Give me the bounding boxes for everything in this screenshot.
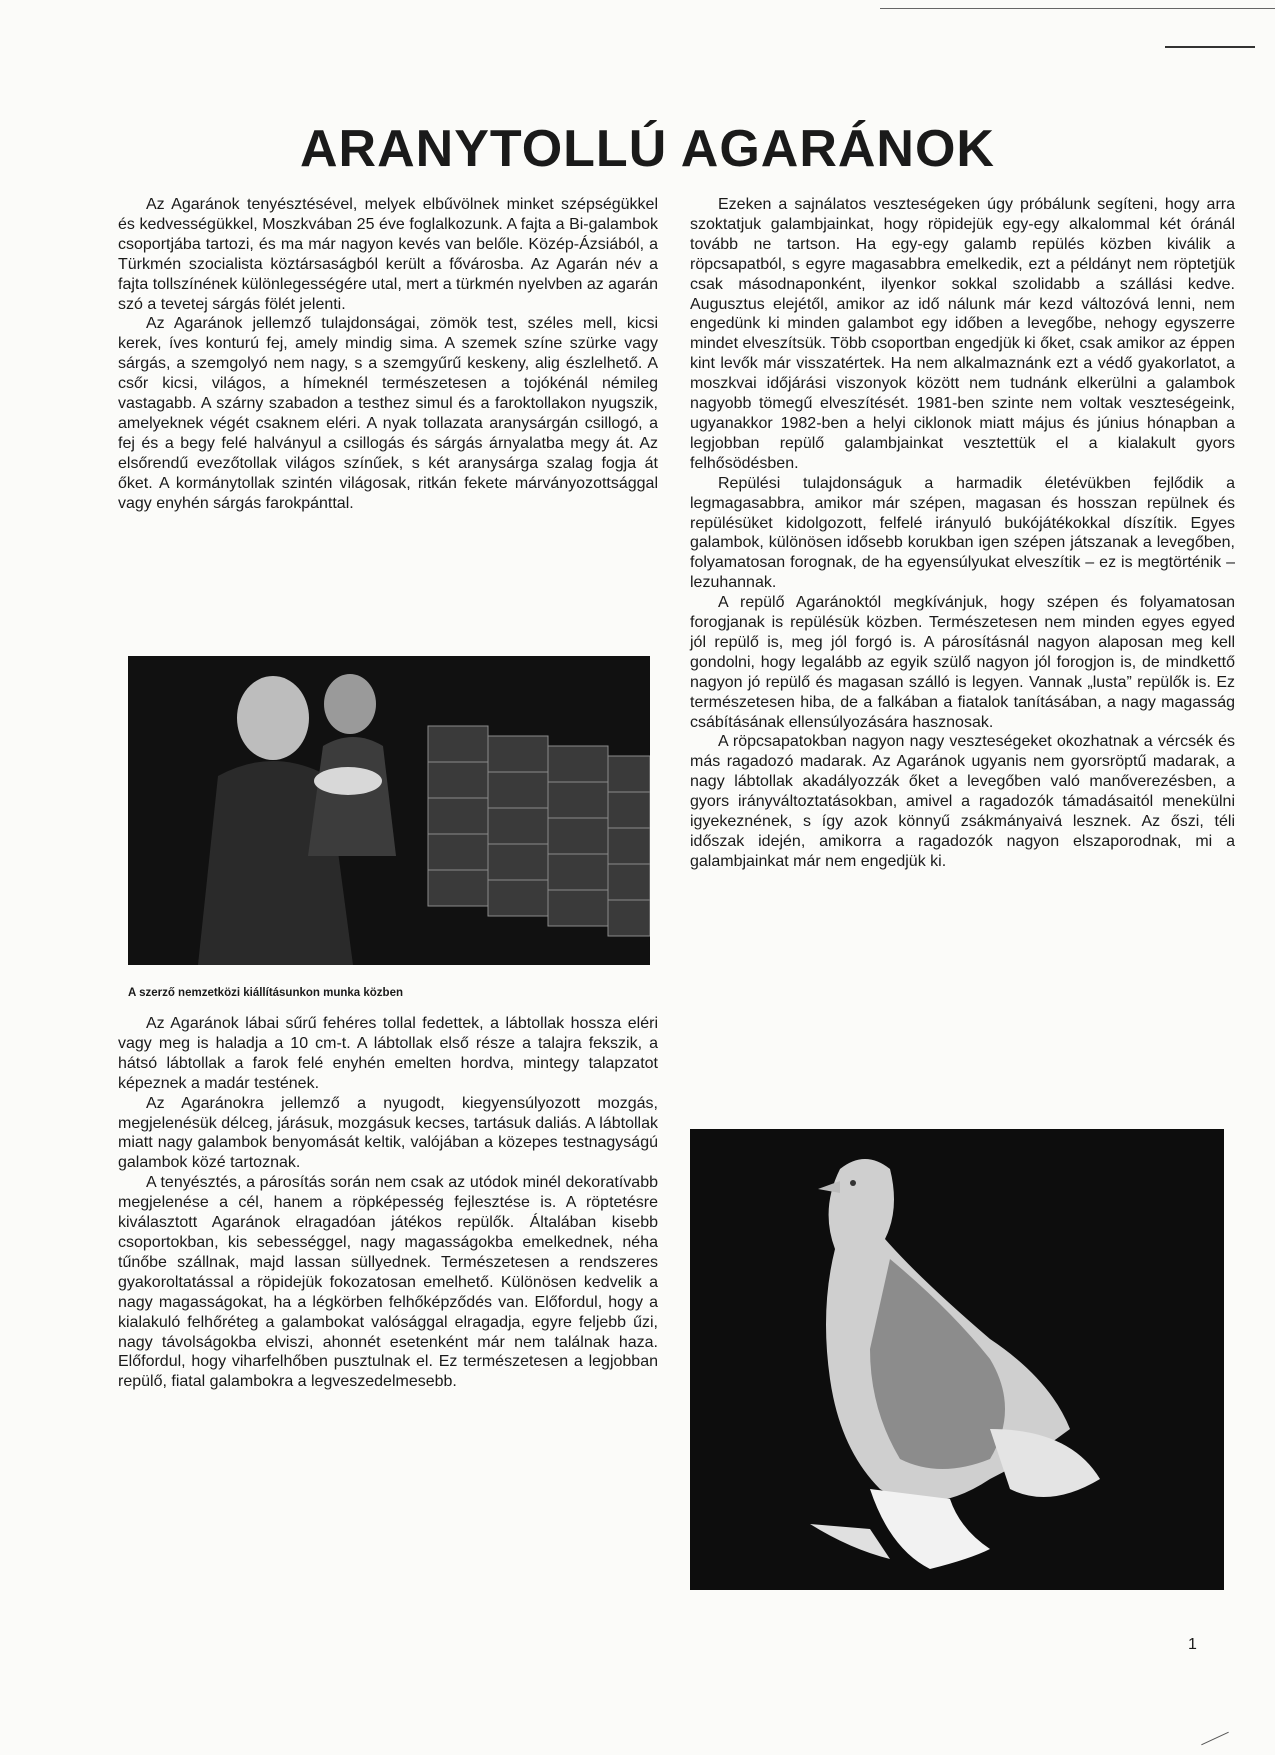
article-title: ARANYTOLLÚ AGARÁNOK: [300, 120, 995, 178]
left-column-bottom: [118, 1014, 658, 1392]
paragraph: Az Agaránok tenyésztésével, melyek elbűvölnek minket szépségükkel és kedvességükkel, Moszkvában 25 éve foglalkozunk. A fajta a Bi-galambok csoportjába tartozi, és ma már nagyon kevés van belőle. Közép-Ázsiából, a Türkmén szocialista köztársaságból került a fővárosba. Az Agarán név a fajta tollszínének különlegességére utal, mert a türkmén nyelvben az agarán szó a tevetej sárgás fölét jelenti.: [118, 196, 658, 313]
photo-caption: A szerző nemzetközi kiállításunkon munka közben: [128, 987, 404, 999]
page-number: 1: [1188, 1636, 1197, 1653]
paragraph: Ezeken a sajnálatos veszteségeken úgy próbálunk segíteni, hogy arra szoktatjuk galambjainkat, hogy röpidejük egy-egy alkalommal két óránál tovább ne tartson. Ha egy-egy galamb repülés közben kiválik a röpcsapatból, s egyre magasabbra emelkedik, ezt a példányt nem röptetjük csak másodnaponként, ilyenkor sokkal szolidabb a szállási kedve. Augusztus elejétől, amikor az idő nálunk már kezd változóvá lenni, nem engedünk ki minden galambot egy időben a levegőbe, nehogy egyszerre mindet elveszítsük. Több csoportban engedjük ki őket, csak amikor az éppen kint levők már visszatértek. Ha nem alkalmaznánk ezt a védő gyakorlatot, a moszkvai időjárási viszonyok között nem tudnánk elkerülni a galambok nagyobb tömegű elveszítését. 1981-ben szinte nem voltak veszteségeink, ugyanakkor 1982-ben a helyi ciklonok miatt május és június hónapban a legjobban repülő galambjainkat vesztettük el a kialakult gyors felhősödésben.: [690, 196, 1235, 472]
scan-mark: [1165, 46, 1255, 48]
left-column-top: [118, 195, 658, 514]
scan-mark: [1201, 1732, 1229, 1746]
paragraph: Az Agaránok lábai sűrű fehéres tollal fedettek, a lábtollak hossza eléri vagy meg is haladja a 10 cm-t. A lábtollak első része a talajra fekszik, a hátsó lábtollak a farok felé enyhén emelten hordva, mintegy talapzatot képeznek a madár testének.: [118, 1015, 658, 1092]
paragraph: Repülési tulajdonságuk a harmadik életévükben fejlődik a legmagasabbra, amikor már szépen, magasan és hosszan repülnek és repülésüket kidolgozott, felfelé irányuló bukójátékokkal díszítik. Egyes galambok, különösen idősebb korukban igen szépen játszanak a levegőben, folyamatosan forognak, de ha egyensúlyukat elveszítik – ez is megtörténik – lezuhannak.: [690, 474, 1235, 592]
paragraph: A repülő Agaránoktól megkívánjuk, hogy szépen és folyamatosan forogjanak is repülésük közben. Természetesen nem minden egyes egyed jól repülő is, meg jól forgó is. A párosításnál nagyon alaposan meg kell gondolni, hogy legalább az egyik szülő nagyon jól forogjon is, de mindkettő nagyon jó repülő és magasan szálló is legyen. Vannak „lusta” repülők is. Ez természetesen hiba, de a falkában a fiatalok tanításában, a nagy magasság csábításának ellensúlyozására hasznosak.: [690, 594, 1235, 731]
paragraph: A röpcsapatokban nagyon nagy veszteségeket okozhatnak a vércsék és más ragadozó madarak. Az Agaránok ugyanis nem gyorsröptű madarak, a nagy lábtollak akadályozzák őket a levegőben való manőverezésben, a gyors irányváltoztatásokban, amivel a ragadozók támadásaitól menekülni igyekeznének, s így azok könnyű zsákmányaivá lesznek. Az őszi, téli időszak idején, amikorra a ragadozók nagyon elszaporodnak, mi a galambjainkat már nem engedjük ki.: [690, 733, 1235, 870]
author-photo: [128, 656, 650, 965]
right-column: [690, 195, 1235, 872]
paragraph: Az Agaránokra jellemző a nyugodt, kiegyensúlyozott mozgás, megjelenésük délceg, járásuk, mozgásuk kecses, tartásuk daliás. A lábtollak miatt nagy galambok benyomását keltik, valójában a közepes testnagyságú galambok közé tartoznak.: [118, 1094, 658, 1172]
page-edge-line: [880, 8, 1275, 9]
paragraph: Az Agaránok jellemző tulajdonságai, zömök test, széles mell, kicsi kerek, íves konturú fej, amely mindig sima. A szemek színe szürke vagy sárgás, a szemgolyó nem nagy, s a szemgyűrű keskeny, alig észlelhető. A csőr kicsi, világos, a hímeknél természetesen a tojókénál némileg vastagabb. A szárny szabadon a testhez simul és a faroktollakon nyugszik, amelyeknek végét csaknem eléri. A nyak tollazata aranysárgán csillogó, a fej és a begy felé halványul a csillogás és sárgás árnyalatba megy át. Az elsőrendű evezőtollak világos színűek, s két aranysárga szalag fogja át őket. A kormánytollak szintén világosak, ritkán fekete márványozottsággal vagy enyhén sárgás farokpánttal.: [118, 315, 658, 512]
paragraph: A tenyésztés, a párosítás során nem csak az utódok minél dekoratívabb megjelenése a cél, hanem a röpképesség fejlesztése is. A röptetésre kiválasztott Agaránok elragadóan játékos repülők. Általában kisebb csoportokban, kis sebességgel, nagy magasságokba emelkednek, néha tűnőbe szállnak, majd lassan süllyednek. Természetesen a rendszeres gyakoroltatással a röpidejük fokozatosan emelhető. Különösen kedvelik a nagy magasságokat, ha a légkörben felhőképződés van. Előfordul, hogy a kialakuló felhőréteg a galambokat valósággal elragadja, egyre feljebb űzi, nagy távolságokba elviszi, ahonnét esetenként már nem találnak haza. Előfordul, hogy viharfelhőben pusztulnak el. Ez természetesen a legjobban repülő, fiatal galambokra a legveszedelmesebb.: [118, 1174, 658, 1391]
pigeon-photo: [690, 1129, 1224, 1590]
